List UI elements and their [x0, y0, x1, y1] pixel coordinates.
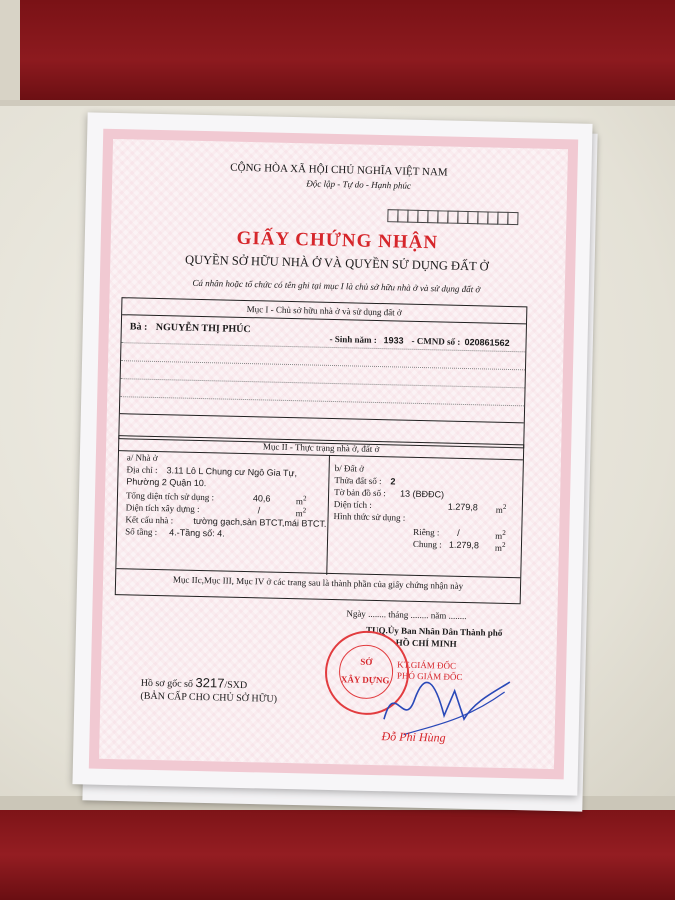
- id-number: 020861562: [464, 336, 510, 348]
- usage-label: Hình thức sử dụng :: [333, 511, 406, 523]
- address-label: Địa chỉ :: [126, 464, 158, 476]
- structure-label: Kết cấu nhà :: [125, 514, 174, 526]
- certificate-note: Cá nhân hoặc tổ chức có tên ghi tại mục I là chủ sở hữu nhà ở và sử dụng đất ở: [192, 277, 481, 295]
- id-label: - CMND số :: [411, 335, 461, 347]
- signer-line-2: HỒ CHÍ MINH: [395, 637, 457, 649]
- built-area-unit: $m^2$: [295, 506, 307, 519]
- signer-name: Đỗ Phi Hùng: [381, 729, 446, 745]
- floor-tile-red-bottom: [0, 810, 675, 900]
- floors-value: 4.-Tầng số: 4.: [169, 527, 225, 539]
- private-unit: $m^2$: [495, 528, 506, 541]
- certificate-subtitle: QUYỀN SỞ HỮU NHÀ Ở VÀ QUYỀN SỬ DỤNG ĐẤT Ở: [184, 252, 489, 274]
- seal-text-1: SỞ: [360, 656, 373, 667]
- republic-heading: CỘNG HÒA XÃ HỘI CHỦ NGHĨA VIỆT NAM: [230, 161, 448, 179]
- plot-value: 2: [390, 476, 396, 487]
- birth-year: 1933: [383, 335, 404, 346]
- floors-label: Số tầng :: [125, 526, 158, 538]
- birth-label: - Sinh năm :: [329, 333, 377, 345]
- date-line: Ngày ........ tháng ........ năm ........: [346, 608, 467, 622]
- signer-line-1: TUQ.Ủy Ban Nhân Dân Thành phố: [365, 624, 503, 638]
- owner-label: Bà :: [129, 321, 148, 333]
- section-1-heading: Mục I - Chủ sở hữu nhà ở và sử dụng đất ở: [246, 304, 402, 318]
- structure-value: tường gạch,sàn BTCT,mái BTCT.: [193, 515, 327, 529]
- owner-name: NGUYỄN THỊ PHÚC: [155, 321, 251, 336]
- private-label: Riêng :: [413, 526, 440, 538]
- total-area-unit: $m^2$: [295, 494, 307, 507]
- common-value: 1.279,8: [448, 539, 480, 551]
- map-value: 13 (BĐĐC): [400, 488, 445, 500]
- section-1-box: [118, 297, 527, 448]
- motto: Độc lập - Tự do - Hạnh phúc: [306, 178, 412, 191]
- common-label: Chung :: [412, 538, 442, 550]
- common-unit: $m^2$: [494, 540, 506, 553]
- signer-line-4: PHÓ GIÁM ĐỐC: [396, 670, 463, 683]
- signer-line-3: KT.GIÁM ĐỐC: [397, 659, 457, 671]
- section-2-box: [115, 435, 525, 604]
- private-value: /: [457, 527, 460, 538]
- land-area-unit: $m^2$: [495, 502, 507, 515]
- address-line-1: 3.11 Lô L Chung cư Ngô Gia Tự,: [166, 465, 298, 479]
- certificate-document: [72, 112, 592, 795]
- total-area-label: Tổng diện tích sử dụng :: [125, 490, 215, 503]
- section-2-heading: Mục II - Thực trạng nhà ở, đất ở: [262, 441, 380, 455]
- map-label: Tờ bản đồ số :: [334, 487, 387, 499]
- land-area-label: Diện tích :: [333, 499, 372, 510]
- plot-label: Thửa đất số :: [334, 475, 382, 487]
- land-heading: b/ Đất ở: [334, 463, 365, 474]
- section-note: Mục IIc,Mục III, Mục IV ở các trang sau là thành phần của giấy chứng nhận này: [172, 574, 464, 591]
- built-area-value: /: [257, 505, 261, 516]
- built-area-label: Diện tích xây dựng :: [125, 502, 200, 514]
- seal-text-2: XÂY DỰNG: [340, 674, 390, 686]
- certificate-title: GIẤY CHỨNG NHẬN: [236, 227, 439, 254]
- floor-tile-left: [0, 0, 20, 100]
- floor-tile-red-top: [20, 0, 675, 100]
- record-number: Hồ sơ gốc số 3217/SXD: [140, 674, 248, 692]
- total-area-value: 40,6: [252, 493, 271, 504]
- house-heading: a/ Nhà ở: [126, 452, 158, 464]
- copy-note: (BẢN CẤP CHO CHỦ SỞ HỮU): [140, 690, 278, 705]
- land-area-value: 1.279,8: [447, 501, 478, 513]
- address-line-2: Phường 2 Quận 10.: [126, 476, 207, 489]
